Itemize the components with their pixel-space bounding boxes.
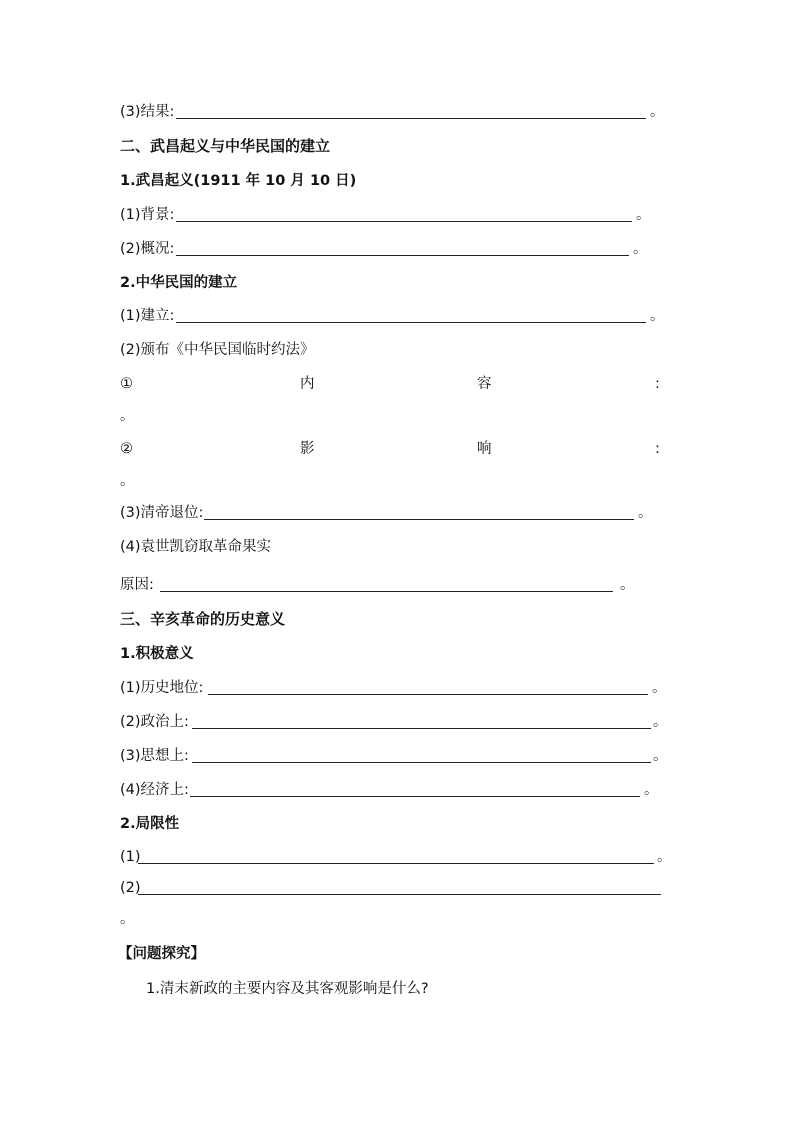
spread-char: 响	[477, 441, 492, 457]
answer-blank[interactable]	[190, 796, 640, 797]
limitation-2-label: (2)	[120, 880, 141, 896]
ideological-label: (3)思想上:	[120, 748, 189, 764]
answer-blank[interactable]	[204, 519, 634, 520]
item-mark: ②	[120, 441, 133, 457]
period: 。	[620, 577, 635, 593]
answer-blank[interactable]	[160, 591, 613, 592]
spread-char: 影	[300, 441, 315, 457]
period: 。	[644, 782, 659, 798]
limitation-1-label: (1)	[120, 849, 141, 865]
question-1: 1.清末新政的主要内容及其客观影响是什么?	[146, 981, 429, 997]
colon: :	[655, 441, 660, 457]
subsection-heading: 2.中华民国的建立	[120, 275, 238, 291]
background-label: (1)背景:	[120, 207, 175, 223]
answer-blank[interactable]	[192, 728, 651, 729]
period: 。	[120, 911, 135, 927]
answer-blank[interactable]	[176, 221, 632, 222]
spread-char: 内	[300, 376, 315, 392]
period: 。	[650, 308, 665, 324]
period: 。	[633, 241, 648, 257]
overview-label: (2)概况:	[120, 241, 175, 257]
abdication-label: (3)清帝退位:	[120, 505, 204, 521]
item-mark: ①	[120, 376, 133, 392]
economic-label: (4)经济上:	[120, 782, 189, 798]
period: 。	[657, 849, 672, 865]
political-label: (2)政治上:	[120, 714, 189, 730]
period: 。	[650, 104, 665, 120]
answer-blank[interactable]	[192, 762, 651, 763]
reason-label: 原因:	[120, 577, 154, 593]
impact-line	[120, 437, 660, 461]
section-heading: 二、武昌起义与中华民国的建立	[120, 137, 331, 155]
content-line	[120, 372, 660, 396]
inquiry-heading: 【问题探究】	[118, 946, 205, 962]
historical-status-label: (1)历史地位:	[120, 680, 204, 696]
period: 。	[636, 207, 651, 223]
section-heading: 三、辛亥革命的历史意义	[120, 610, 286, 628]
answer-blank[interactable]	[176, 118, 646, 119]
yuan-label: (4)袁世凯窃取革命果实	[120, 539, 272, 555]
answer-blank[interactable]	[208, 694, 648, 695]
period: 。	[638, 505, 653, 521]
answer-blank[interactable]	[176, 322, 646, 323]
answer-blank[interactable]	[138, 863, 654, 864]
subsection-heading: 1.武昌起义(1911 年 10 月 10 日)	[120, 173, 357, 189]
period: 。	[120, 408, 135, 424]
constitution-label: (2)颁布《中华民国临时约法》	[120, 342, 315, 358]
establish-label: (1)建立:	[120, 308, 175, 324]
answer-blank[interactable]	[176, 255, 629, 256]
subsection-heading: 2.局限性	[120, 816, 180, 832]
spread-char: 容	[477, 376, 492, 392]
colon: :	[655, 376, 660, 392]
subsection-heading: 1.积极意义	[120, 646, 194, 662]
period: 。	[120, 473, 135, 489]
answer-blank[interactable]	[138, 894, 661, 895]
period: 。	[653, 748, 668, 764]
period: 。	[653, 714, 668, 730]
result-label: (3)结果:	[120, 104, 175, 120]
period: 。	[652, 680, 667, 696]
